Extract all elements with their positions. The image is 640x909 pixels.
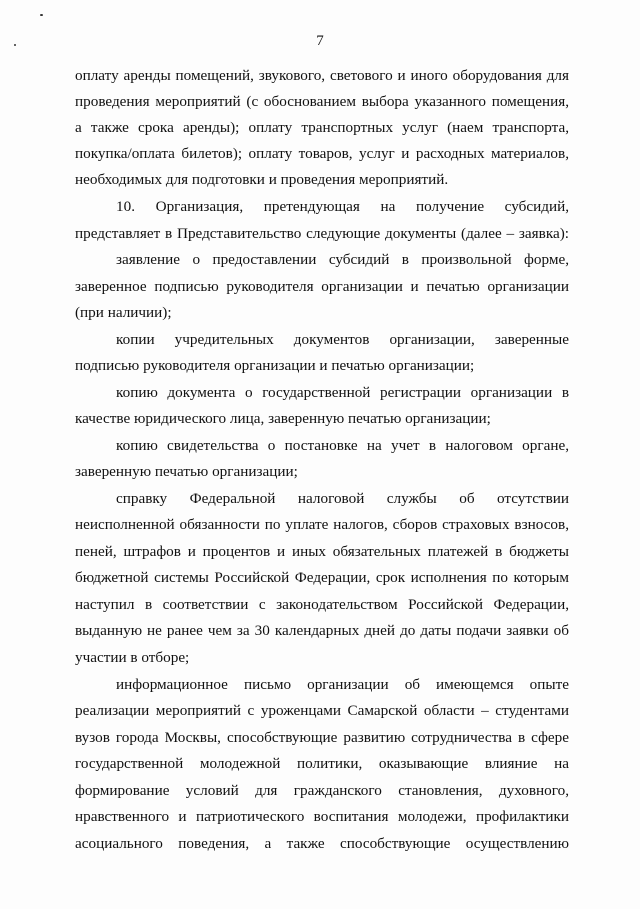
text-line: реализации мероприятий с уроженцами Самарской области – студентами (75, 702, 569, 719)
text-line: копию документа о государственной регистрации организации в (116, 384, 569, 401)
text-line: копии учредительных документов организации, заверенные (116, 331, 569, 348)
text-line: участии в отборе; (75, 649, 190, 666)
text-line: качестве юридического лица, заверенную печатью организации; (75, 410, 491, 427)
text-line: наступил в соответствии с законодательством Российской Федерации, (75, 596, 569, 613)
text-line: заверенную печатью организации; (75, 463, 298, 480)
text-line: бюджетной системы Российской Федерации, срок исполнения по которым (75, 569, 569, 586)
text-line: справку Федеральной налоговой службы об отсутствии (116, 490, 569, 507)
text-line: а также срока аренды); оплату транспортных услуг (наем транспорта, (75, 119, 569, 136)
text-line: выданную не ранее чем за 30 календарных дней до даты подачи заявки об (75, 622, 569, 639)
text-line: представляет в Представительство следующие документы (далее – заявка): (75, 225, 569, 242)
text-line: неисполненной обязанности по уплате налогов, сборов страховых взносов, (75, 516, 569, 533)
text-line: необходимых для подготовки и проведения мероприятий. (75, 171, 449, 188)
text-line: нравственного и патриотического воспитания молодежи, профилактики (75, 808, 569, 825)
text-line: покупка/оплата билетов); оплату товаров, услуг и расходных материалов, (75, 145, 569, 162)
text-line: формирование условий для гражданского становления, духовного, (75, 782, 569, 799)
text-line: заверенное подписью руководителя организации и печатью организации (75, 278, 569, 295)
scan-speck (40, 14, 43, 16)
text-line: асоциального поведения, а также способствующие осуществлению (75, 835, 569, 852)
text-line: государственной молодежной политики, оказывающие влияние на (75, 755, 569, 772)
text-line: (при наличии); (75, 304, 172, 321)
text-line: копию свидетельства о постановке на учет в налоговом органе, (116, 437, 569, 454)
text-line: пеней, штрафов и процентов и иных обязательных платежей в бюджеты (75, 543, 569, 560)
text-line: заявление о предоставлении субсидий в произвольной форме, (116, 251, 569, 268)
text-line: информационное письмо организации об имеющемся опыте (116, 676, 569, 693)
text-line: проведения мероприятий (с обоснованием выбора указанного помещения, (75, 93, 569, 110)
text-line: 10. Организация, претендующая на получение субсидий, (116, 198, 569, 215)
text-line: подписью руководителя организации и печатью организации; (75, 357, 475, 374)
page-number: 7 (316, 33, 324, 49)
text-line: вузов города Москвы, способствующие развитию сотрудничества в сфере (75, 729, 569, 746)
text-line: оплату аренды помещений, звукового, светового и иного оборудования для (75, 67, 569, 84)
